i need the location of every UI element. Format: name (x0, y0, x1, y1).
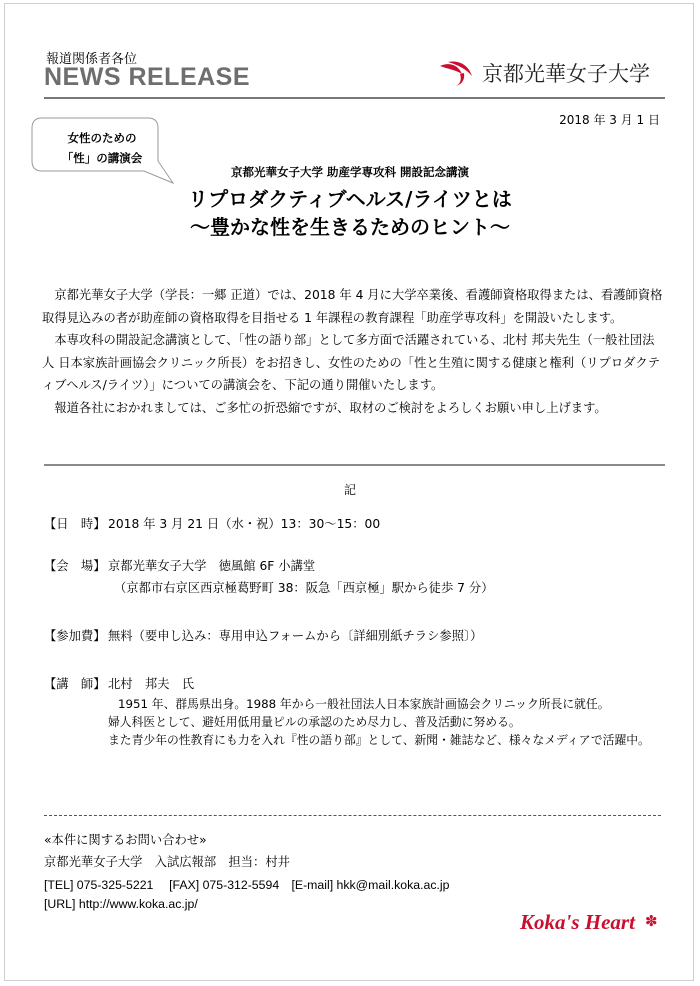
speech-bubble-text (50, 128, 154, 168)
event-title-sub: ～豊かな性を生きるためのヒント～ (190, 215, 510, 239)
speaker-bio-line-2: 婦人科医として、避妊用低用量ピルの承認のため尽力し、普及活動に努める。 (108, 715, 521, 729)
contact-divider (44, 815, 661, 816)
fee-label: 【参加費】 (44, 629, 106, 643)
date-value: 2018 年 3 月 21 日（水・祝）13：30～15：00 (108, 517, 381, 531)
contact-url[interactable]: [URL] http://www.koka.ac.jp/ (44, 897, 198, 911)
body-paragraph-2 (42, 329, 664, 397)
paragraph-1-text: 京都光華女子大学（学長：一郷 正道）では、2018 年 4 月に大学卒業後、看護師資格取得または、看護師資格取得見込みの者が助産師の資格取得を目指せる 1 年課程の教育課程「助産学専攻科」を開設いたします。 (42, 288, 663, 325)
paragraph-3-text: 報道各社におかれましては、ご多忙の折恐縮ですが、取材のご検討をよろしくお願い申し上げます。 (54, 401, 607, 415)
contact-office: 京都光華女子大学 入試広報部 担当：村井 (44, 855, 290, 869)
venue-value: 京都光華女子大学 徳風館 6F 小講堂 (108, 559, 316, 573)
logo-wing-icon (438, 60, 478, 86)
bubble-line-1: 女性のための (67, 131, 137, 145)
fee-value: 無料（要申し込み：専用申込フォームから〔詳細別紙チラシ参照〕） (108, 629, 483, 643)
release-date: 2018 年 3 月 1 日 (559, 113, 660, 127)
speaker-label: 【講 師】 (44, 677, 106, 691)
venue-access: （京都市右京区西京極葛野町 38：阪急「西京極」駅から徒歩 7 分） (114, 581, 494, 595)
header-divider (44, 97, 665, 99)
news-release-heading: NEWS RELEASE (44, 63, 251, 91)
event-subtitle: 京都光華女子大学 助産学専攻科 開設記念講演 (230, 165, 469, 179)
bubble-line-2: 「性」の講演会 (61, 151, 143, 165)
press-recipients-label: 報道関係者各位 (46, 52, 138, 67)
ki-heading: 記 (343, 483, 356, 497)
speaker-bio-line-3: また青少年の性教育にも力を入れ『性の語り部』として、新聞・雑誌など、様々なメディアで活躍中。 (108, 733, 650, 747)
speaker-name: 北村 邦夫 氏 (108, 677, 195, 691)
university-logo (438, 58, 650, 88)
flower-icon: ✽ (645, 912, 658, 930)
body-divider (44, 464, 665, 466)
paragraph-2-text: 本専攻科の開設記念講演として、「性の語り部」として多方面で活躍されている、北村 邦夫先生（一般社団法人 日本家族計画協会クリニック所長）をお招きし、女性のための「性と生殖に関する健康と権利（リプロダクティブヘルス/ライツ）」についての講演会を、下記の通り開催いたします。 (42, 333, 661, 393)
body-paragraph-1 (42, 284, 664, 329)
contact-phone-fax-email[interactable]: [TEL] 075-325-5221 [FAX] 075-312-5594 [E-mail] hkk@mail.koka.ac.jp (44, 878, 450, 892)
contact-heading: «本件に関するお問い合わせ» (44, 833, 207, 847)
venue-label: 【会 場】 (44, 559, 106, 573)
event-title: リプロダクティブヘルス/ライツとは (188, 187, 512, 211)
body-paragraph-3 (42, 397, 664, 420)
kokas-heart-logo: Koka's Heart (520, 910, 635, 934)
logo-text: 京都光華女子大学 (482, 62, 650, 86)
speaker-bio-line-1: 1951 年、群馬県出身。1988 年から一般社団法人日本家族計画協会クリニック所長に就任。 (118, 697, 610, 711)
date-label: 【日 時】 (44, 517, 106, 531)
